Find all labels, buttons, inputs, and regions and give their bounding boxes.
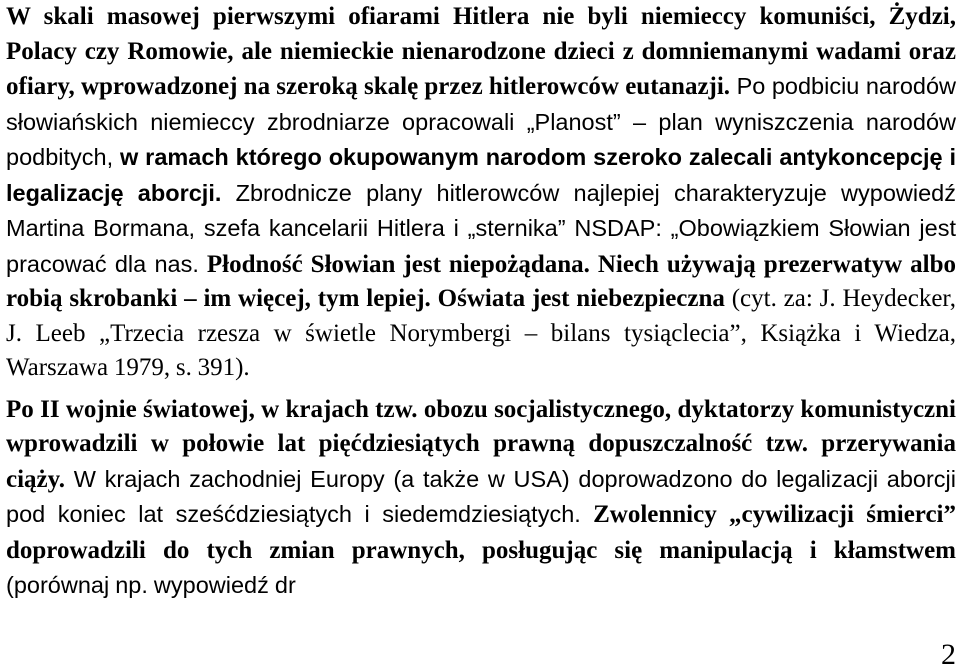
paragraph-1-sentence-2: Po podbiciu narodów słowiańskich niemieccy zbrodniarze opracowali „Planost” – plan wyniszczenia narodów podbitych, [6, 73, 957, 170]
paragraph-2-sentence-1: Po II wojnie światowej, w krajach tzw. obozu socjalistycznego, dyktatorzy komunistyczni wprowadzili w połowie lat pięćdziesiątych prawną dopuszczalność tzw. przerywania ciąży. [6, 395, 956, 493]
page-number: 2 [941, 638, 956, 671]
paragraph-2-sentence-3: Zwolennicy „cywilizacji śmierci” doprowadzili do tych zmian prawnych, posługując się manipulacją i kłamstwem [6, 501, 956, 564]
paragraph-1-sentence-1: W skali masowej pierwszymi ofiarami Hitlera nie byli niemieccy komuniści, Żydzi, Polacy czy Romowie, ale niemieckie nienarodzone dzieci z domniemanymi wadami oraz ofiary, wprowadzonej na szeroką skalę przez hitlerowców eutanazji. [6, 3, 956, 100]
paragraph-2-sentence-2: W krajach zachodniej Europy (a także w USA) doprowadzono do legalizacji aborcji pod koniec lat sześćdziesiątych i siedemdziesiątych. [6, 465, 956, 527]
paragraph-nazi-victims [6, 0, 956, 386]
paragraph-postwar-legalization [6, 393, 956, 604]
paragraph-1-sentence-4: Zbrodnicze plany hitlerowców najlepiej charakteryzuje wypowiedź Martina Bormana, szefa kancelarii Hitlera i „sternika” NSDAP: „Obowiązkiem Słowian jest pracować dla nas. [6, 179, 956, 277]
paragraph-1-sentence-3: w ramach którego okupowanym narodom szeroko zalecali antykoncepcję i legalizację aborcji. [6, 144, 956, 206]
paragraph-1-citation: (cyt. za: J. Heydecker, J. Leeb „Trzecia rzesza w świetle Norymbergi – bilans tysiąclecia”, Książka i Wiedza, Warszawa 1979, s. 391). [6, 285, 956, 381]
paragraph-1-sentence-5: Płodność Słowian jest niepożądana. Niech używają prezerwatyw albo robią skrobanki – im więcej, tym lepiej. Oświata jest niebezpieczna [6, 250, 956, 312]
paragraph-2-sentence-4: (porównaj np. wypowiedź dr [6, 572, 296, 598]
document-page [6, 0, 956, 604]
